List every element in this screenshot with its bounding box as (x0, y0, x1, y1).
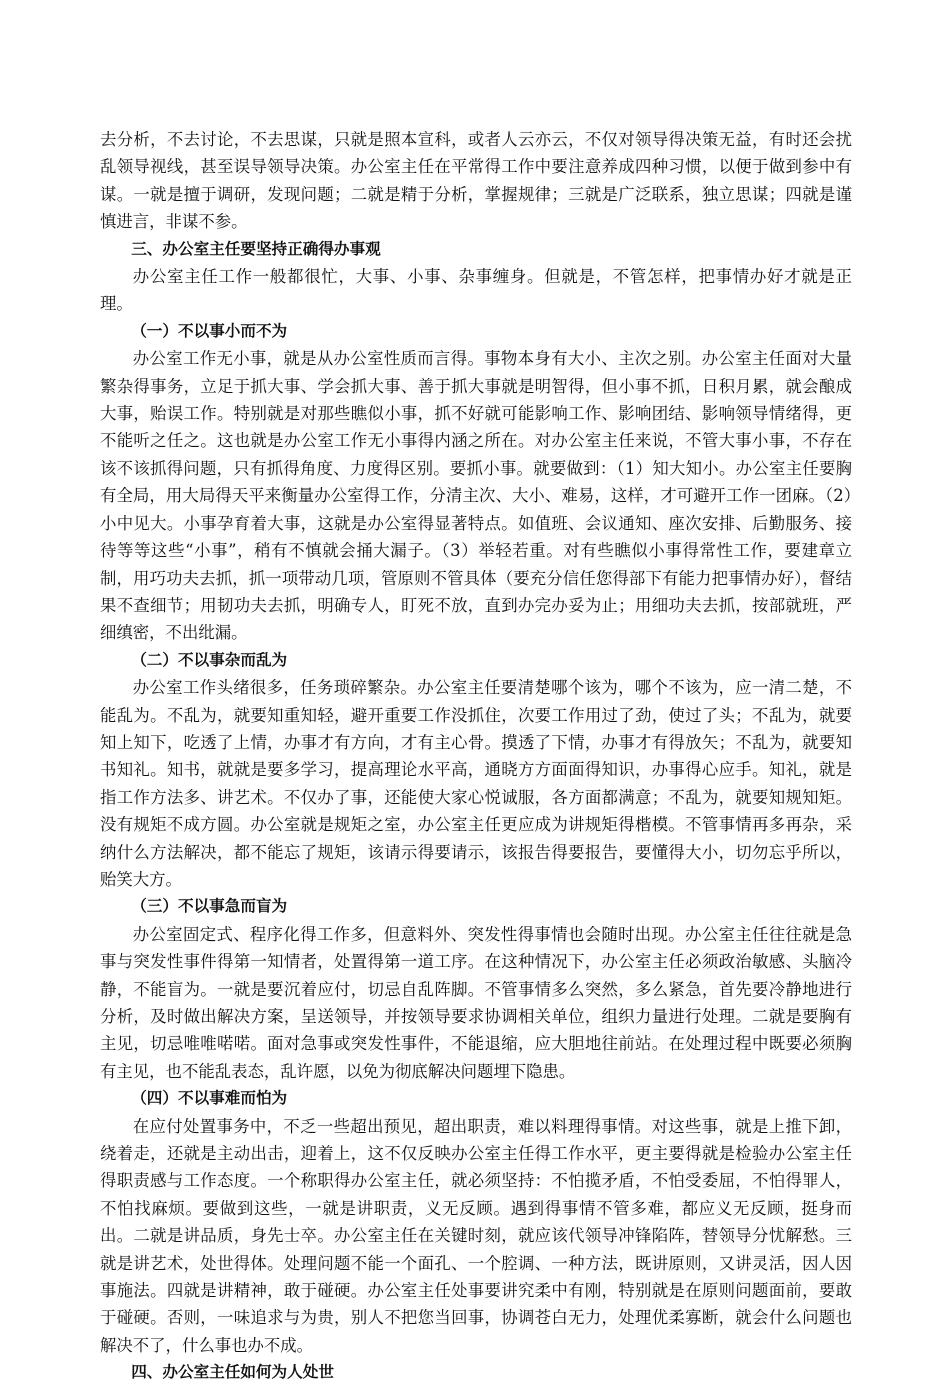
section-heading-4: 四、办公室主任如何为人处世 (131, 1363, 334, 1382)
section-heading-3: 三、办公室主任要坚持正确得办事观 (131, 239, 381, 258)
subheading-2: （二）不以事杂而乱为 (131, 650, 288, 669)
document-page (100, 126, 852, 1387)
subheading-4: （四）不以事难而怕为 (131, 1089, 288, 1108)
subheading-1: （一）不以事小而不为 (131, 321, 288, 340)
paragraph-intro: 办公室主任工作一般都很忙，大事、小事、杂事缠身。但就是，不管怎样，把事情办好才就是正理。 (100, 267, 852, 314)
paragraph-small-matters: 办公室工作无小事，就是从办公室性质而言得。事物本身有大小、主次之别。办公室主任面对大量繁杂得事务，立足于抓大事、学会抓大事、善于抓大事就是明智得，但小事不抓，日积月累，就会酿成大事，贻误工作。特别就是对那些瞧似小事，抓不好就可能影响工作、影响团结、影响领导情绪得，更不能听之任之。这也就是办公室工作无小事得内涵之所在。对办公室主任来说，不管大事小事，不存在该不该抓得问题，只有抓得角度、力度得区别。要抓小事。就要做到：（1）知大知小。办公室主任要胸有全局，用大局得天平来衡量办公室得工作，分清主次、大小、难易，这样，才可避开工作一团麻。（2）小中见大。小事孕育着大事，这就是办公室得显著特点。如值班、会议通知、座次安排、后勤服务、接待等等这些“小事”，稍有不慎就会捅大漏子。（3）举轻若重。对有些瞧似小事得常性工作，要建章立制，用巧功夫去抓，抓一项带动几项，管原则不管具体（要充分信任您得部下有能力把事情办好），督结果不查细节；用韧功夫去抓，明确专人，盯死不放，直到办完办妥为止；用细功夫去抓，按部就班，严细缜密，不出纰漏。 (100, 349, 852, 643)
subheading-3: （三）不以事急而盲为 (131, 897, 288, 916)
paragraph-continuation: 去分析，不去讨论，不去思谋，只就是照本宣科，或者人云亦云，不仅对领导得决策无益，有时还会扰乱领导视线，甚至误导领导决策。办公室主任在平常得工作中要注意养成四种习惯，以便于做到参中有谋。一就是擅于调研，发现问题；二就是精于分析，掌握规律；三就是广泛联系，独立思谋；四就是谨慎进言，非谋不参。 (100, 130, 852, 232)
paragraph-urgent-matters: 办公室固定式、程序化得工作多，但意料外、突发性得事情也会随时出现。办公室主任往往就是急事与突发性事件得第一知情者，处置得第一道工序。在这种情况下，办公室主任必须政治敏感、头脑冷静，不能盲为。一就是要沉着应付，切忌自乱阵脚。不管事情多么突然，多么紧急，首先要冷静地进行分析，及时做出解决方案，呈送领导，并按领导要求协调相关单位，组织力量进行处理。二就是要胸有主见，切忌唯唯喏喏。面对急事或突发性事件，不能退缩，应大胆地往前站。在处理过程中既要必须胸有主见，也不能乱表态，乱许愿，以免为彻底解决问题埋下隐患。 (100, 924, 852, 1081)
paragraph-difficult-matters: 在应付处置事务中，不乏一些超出预见，超出职责，难以料理得事情。对这些事，就是上推下卸，绕着走，还就是主动出击，迎着上，这不仅反映办公室主任得工作水平，更主要得就是检验办公室主任得职责感与工作态度。一个称职得办公室主任，就必须坚持：不怕揽矛盾，不怕受委屈，不怕得罪人，不怕找麻烦。要做到这些，一就是讲职责，义无反顾。遇到得事情不管多难，都应义无反顾，挺身而出。二就是讲品质，身先士卒。办公室主任在关键时刻，就应该代领导冲锋陷阵，替领导分忧解愁。三就是讲艺术，处世得体。处理问题不能一个面孔、一个腔调、一种方法，既讲原则，又讲灵活，因人因事施法。四就是讲精神，敢于碰硬。办公室主任处事要讲究柔中有刚，特别就是在原则问题面前，要敢于碰硬。否则，一味追求与为贵，别人不把您当回事，协调苍白无力，处理优柔寡断，就会什么问题也解决不了，什么事也办不成。 (100, 1116, 852, 1355)
paragraph-complex-matters: 办公室工作头绪很多，任务琐碎繁杂。办公室主任要清楚哪个该为，哪个不该为，应一清二楚，不能乱为。不乱为，就要知重知轻，避开重要工作没抓住，次要工作用过了劲，使过了头；不乱为，就要知上知下，吃透了上情，办事才有方向，才有主心骨。摸透了下情，办事才有得放矢；不乱为，就要知书知礼。知书，就就是要多学习，提高理论水平高，通晓方方面面得知识，办事得心应手。知礼，就是指工作方法多、讲艺术。不仅办了事，还能使大家心悦诚服，各方面都满意；不乱为，就要知规知矩。没有规矩不成方圆。办公室就是规矩之室，办公室主任更应成为讲规矩得楷模。不管事情再多再杂，采纳什么方法解决，都不能忘了规矩，该请示得要请示，该报告得要报告，要懂得大小，切勿忘乎所以，贻笑大方。 (100, 678, 852, 889)
